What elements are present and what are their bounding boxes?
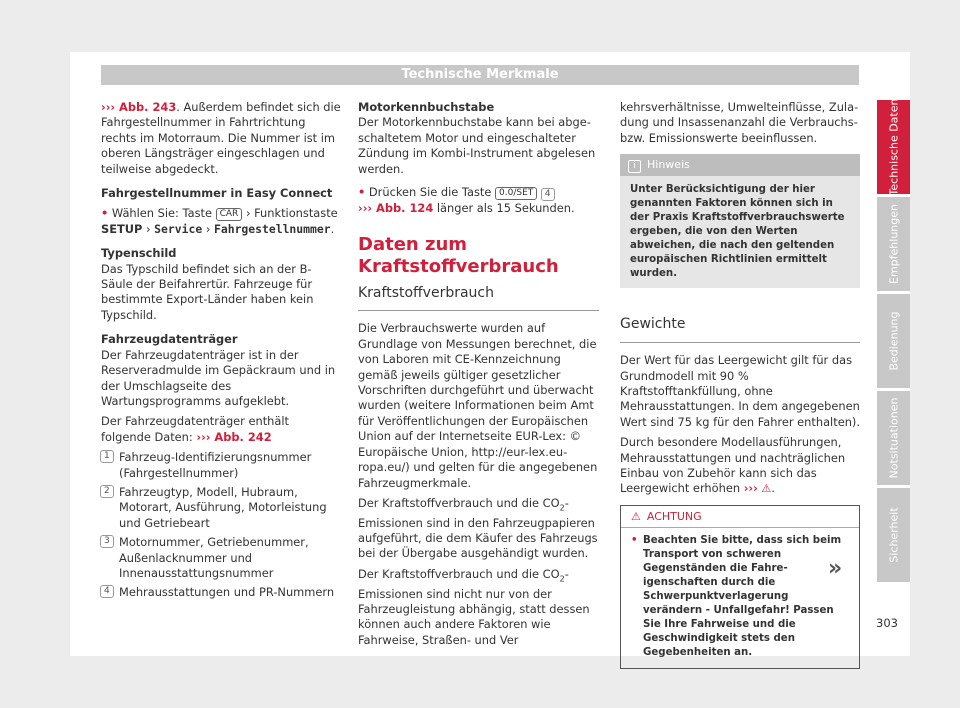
heading-motorkennbuchstabe: Motorkennbuchstabe [358,100,495,114]
press-instruction: • Drücken Sie die Taste 0.0/SET 4 ››› Abb. 124 länger als 15 Sekunden. [358,185,575,216]
paragraph-gewichte-1: Der Wert für das Leergewicht gilt für das Grundmodell mit 90 % Kraftstofftankfüllung, ohne Mehrausstattungen. In dem angegebenen Wert sind 75 kg für den Fahrer enthalten). [620,353,860,429]
achtung-box [620,505,860,669]
tab-empfehlungen[interactable]: Empfehlungen [877,197,910,291]
list-item: 3 Motornummer, Getriebenummer, Außenlacknummer und Innenausstattungsnummer [101,535,341,581]
bullet-icon: • [101,206,109,221]
list-item: 2 Fahrzeugtyp, Modell, Hubraum, Motorart, Ausführung, Motorleistung und Getriebeart [101,485,341,531]
tab-bedienung[interactable]: Bedienung [877,294,910,388]
heading-gewichte: Gewichte [620,288,860,343]
paragraph-motorkennbuchstabe: Der Motorkennbuchstabe kann bei abgeschaltetem Motor und eingeschalteter Zündung im Kombi-Instrument abgelesen werden. [358,115,596,176]
paragraph-verbrauch-3: Der Kraftstoffverbrauch und die $CO_2$-Emissionen sind nicht nur von der Fahrzeugleistung abhängig, statt dessen können auch andere Faktoren wie Fahrweise, Straßen- und Ver [358,566,590,647]
hinweis-header: i Hinweis [620,154,860,176]
paragraph-datentraeger: Der Fahrzeugdatenträger ist in der Reserveradmulde im Gepäckraum und in der Umschlagseite des Wartungsprogramms aufgeklebt. [101,347,336,408]
list-item: 4 Mehrausstattungen und PR-Nummern [101,585,341,600]
figure-link[interactable]: ››› Abb. 124 [358,201,434,216]
tab-technische-daten[interactable]: Technische Daten [877,100,910,194]
paragraph-fgn-location: ››› Abb. 243. Außerdem befindet sich die Fahrgestellnummer in Fahrtrichtung rechts im Motorraum. Die Nummer ist im oberen Längsträger eingeschlagen und teilweise abgedeckt. [101,100,341,176]
warning-link[interactable]: ››› [743,481,758,496]
info-icon: i [628,160,641,173]
achtung-text: • Beachten Sie bitte, dass sich beim Transport von schweren Gegenständen die Fahreigenschaften durch die Schwerpunktverlagerung verändern - Unfallgefahr! Passen Sie Ihre Fahrweise und die Geschwindigkeit stets den Gegebenheiten an. [631,535,842,659]
data-list [101,450,341,601]
section-title: Daten zum Kraftstoffverbrauch [358,234,559,278]
bullet-icon: • [358,185,366,200]
heading-datentraeger: Fahrzeugdatenträger [101,332,238,347]
tab-notsituationen[interactable]: Notsituationen [877,391,910,485]
column-2 [358,100,599,653]
easy-connect-steps: • Wählen Sie: Taste CAR › Funktionstaste SETUP › Service › Fahrgestellnummer. [101,206,338,236]
tab-sicherheit[interactable]: Sicherheit [877,488,910,582]
paragraph-verbrauch-1: Die Verbrauchswerte wurden auf Grundlage von Messungen berechnet, die von Laboren mit CE-Kennzeichnung gemäß jeweils gültiger gesetzlicher Vorschriften durchgeführt und überwacht wurden (weitere Informationen beim Amt für Veröffentlichungen der Europäischen Union auf der Internetseite EUR-Lex: © Europäische Union, http://eur-lex.europa.eu/) und gelten für die angegebenen Fahrzeugmerkmale. [358,321,598,490]
warning-triangle-icon: ⚠ [761,482,772,496]
paragraph-verbrauch-cont: kehrsverhältnisse, Umwelteinflüsse, Zuladung und Insassenanzahl die Verbrauchs- bzw. Emissionswerte beeinflussen. [620,100,859,145]
warning-triangle-icon: ⚠ [631,509,641,523]
paragraph-verbrauch-2: Der Kraftstoffverbrauch und die $CO_2$-Emissionen sind in den Fahrzeugpapieren aufgeführt, die dem Käufer des Fahrzeugs bei der Übergabe ausgehändigt wurden. [358,495,598,561]
column-1 [101,100,341,605]
list-item: 1 Fahrzeug-Identifizierungsnummer (Fahrgestellnummer) [101,450,341,481]
heading-easy-connect: Fahrgestellnummer in Easy Connect [101,186,333,201]
figure-link[interactable]: ››› Abb. 242 [196,429,272,444]
paragraph-typenschild: Das Typschild befindet sich an der B-Säule der Beifahrertür. Fahrzeuge für bestimmte Export-Länder haben kein Typschild. [101,261,314,322]
subsection-title: Kraftstoffverbrauch [358,284,599,311]
page-header: Technische Merkmale [101,65,859,85]
callout-number: 4 [541,188,555,201]
hinweis-box [620,154,860,288]
car-key-icon: CAR [216,208,243,221]
paragraph-datentraeger-data: Der Fahrzeugdatenträger enthält folgende Daten: ››› Abb. 242 [101,414,290,444]
hinweis-text: Unter Berücksichtigung der hier genannten Faktoren können sich in der Praxis Kraftstoffverbrauchswerte ergeben, die von den Werten abweichen, die nach den geltenden europäischen Richtlinien ermittelt wurden. [630,184,845,280]
continue-icon: » [828,556,843,581]
achtung-header: ⚠ ACHTUNG [621,506,859,528]
heading-typenschild: Typenschild [101,246,177,261]
column-3 [620,100,860,669]
page-number: 303 [876,616,898,630]
set-key-icon: 0.0/SET [495,187,537,200]
bullet-icon: • [631,535,638,547]
paragraph-gewichte-2: Durch besondere Modellausführungen, Mehrausstattungen und nachträglichen Einbau von Zubehör kann sich das Leergewicht erhöhen ››› ⚠. [620,435,846,496]
figure-link[interactable]: ››› Abb. 243 [101,100,177,114]
